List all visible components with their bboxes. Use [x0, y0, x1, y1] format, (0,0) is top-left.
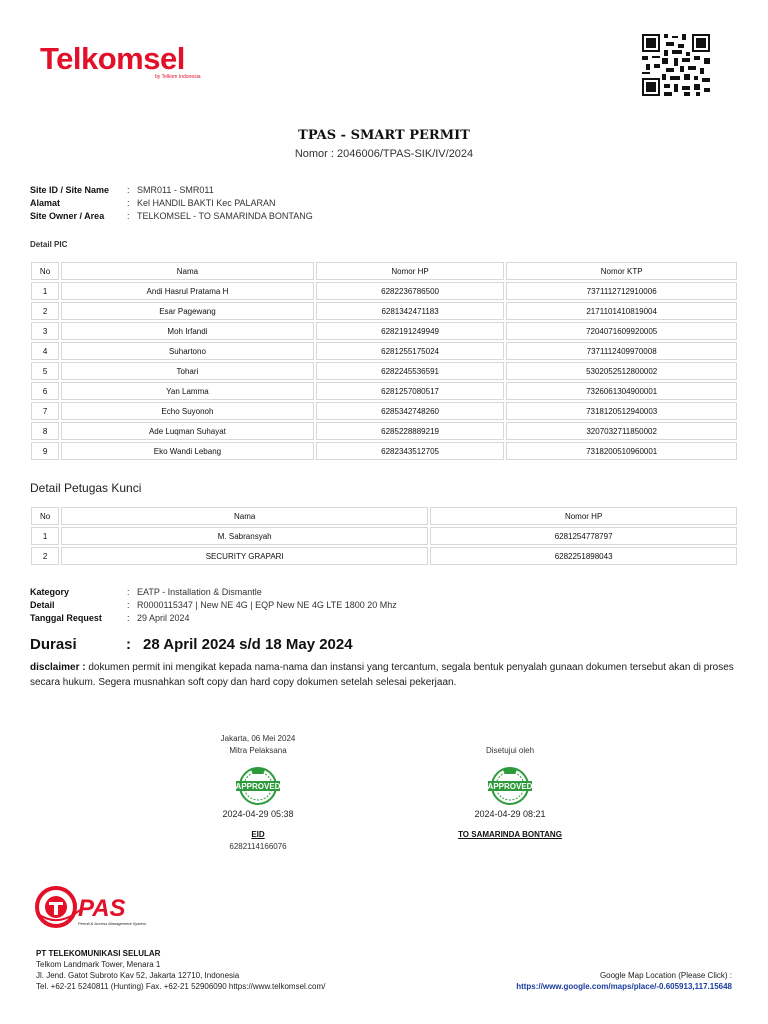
detail-value: R0000115347 | New NE 4G | EQP New NE 4G LTE 1800 20 Mhz [137, 600, 397, 610]
cell-no: 4 [31, 342, 59, 360]
cell-no: 2 [31, 302, 59, 320]
cell-no: 1 [31, 282, 59, 300]
site-owner-value: TELKOMSEL - TO SAMARINDA BONTANG [137, 211, 313, 221]
table-row [31, 382, 737, 400]
address-line: Telkom Landmark Tower, Menara 1 [36, 960, 161, 969]
cell-hp: 6281342471183 [316, 302, 505, 320]
site-owner-label: Site Owner / Area [30, 211, 105, 221]
table-row [31, 442, 737, 460]
cell-nama: Tohari [61, 362, 314, 380]
left-role: Mitra Pelaksana [229, 746, 287, 755]
cell-hp: 6285228889219 [316, 422, 505, 440]
cell-nama: SECURITY GRAPARI [61, 547, 428, 565]
tpas-logo-text: PAS [78, 895, 126, 922]
cell-no: 3 [31, 322, 59, 340]
disclaimer-label: disclaimer : [30, 662, 86, 673]
separator: : [127, 600, 130, 610]
cell-no: 9 [31, 442, 59, 460]
table-row [31, 422, 737, 440]
cell-no: 8 [31, 422, 59, 440]
tpas-logo-subtext: Permit & Access Management System [78, 921, 147, 926]
cell-ktp: 7318120512940003 [506, 402, 737, 420]
right-time: 2024-04-29 08:21 [474, 809, 546, 819]
column-header: Nomor KTP [506, 262, 737, 280]
kategory-label: Kategory [30, 587, 70, 597]
address-line: Jl. Jend. Gatot Subroto Kav 52, Jakarta 12710, Indonesia [36, 971, 240, 980]
alamat-value: Kel HANDIL BAKTI Kec PALARAN [137, 198, 276, 208]
durasi-separator: : [126, 636, 131, 653]
durasi-label: Durasi [30, 636, 77, 653]
left-phone: 6282114166076 [229, 842, 287, 851]
cell-hp: 6281257080517 [316, 382, 505, 400]
cell-nama: Echo Suyonoh [61, 402, 314, 420]
left-place-date: Jakarta, 06 Mei 2024 [220, 734, 296, 743]
cell-no: 5 [31, 362, 59, 380]
disclaimer [30, 660, 738, 690]
right-role: Disetujui oleh [485, 746, 535, 755]
cell-nama: Ade Luqman Suhayat [61, 422, 314, 440]
company-name: PT TELEKOMUNIKASI SELULAR [36, 949, 161, 958]
qr-code-icon [642, 34, 710, 96]
column-header: Nomor HP [316, 262, 505, 280]
cell-no: 1 [31, 527, 59, 545]
tpas-logo [34, 884, 160, 930]
alamat-row [30, 197, 530, 210]
cell-nama: M. Sabransyah [61, 527, 428, 545]
cell-hp: 6281254778797 [430, 527, 737, 545]
kategory-value: EATP - Installation & Dismantle [137, 587, 262, 597]
footer-address [36, 948, 325, 992]
cell-hp: 6282236786500 [316, 282, 505, 300]
cell-no: 2 [31, 547, 59, 565]
approved-stamp-icon [234, 766, 282, 806]
cell-hp: 6282343512705 [316, 442, 505, 460]
left-time: 2024-04-29 05:38 [222, 809, 294, 819]
cell-hp: 6282251898043 [430, 547, 737, 565]
cell-ktp: 7318200510960001 [506, 442, 737, 460]
cell-ktp: 3207032711850002 [506, 422, 737, 440]
separator: : [127, 613, 130, 623]
alamat-label: Alamat [30, 198, 61, 208]
separator: : [127, 587, 130, 597]
map-location [516, 970, 732, 992]
column-header: No [31, 507, 59, 525]
column-header: Nomor HP [430, 507, 737, 525]
pic-table [29, 260, 739, 462]
column-header: Nama [61, 507, 428, 525]
disclaimer-text: dokumen permit ini mengikat kepada nama-nama dan instansi yang tercantum, segala bentuk penyalah gunaan dokumen tersebut akan di proses secara hukum. Segera musnahkan soft copy dan hard copy dokumen setelah selesai pekerjaan. [30, 662, 734, 688]
tanggal-value: 29 April 2024 [137, 613, 190, 623]
detail-label: Detail [30, 600, 55, 610]
cell-no: 7 [31, 402, 59, 420]
cell-nama: Esar Pagewang [61, 302, 314, 320]
table-row [31, 362, 737, 380]
telkomsel-logo [40, 42, 201, 80]
kunci-heading: Detail Petugas Kunci [30, 481, 142, 495]
cell-ktp: 2171101410819004 [506, 302, 737, 320]
durasi-value: 28 April 2024 s/d 18 May 2024 [143, 636, 353, 653]
cell-hp: 6282191249949 [316, 322, 505, 340]
table-row [31, 527, 737, 545]
cell-ktp: 5302052512800002 [506, 362, 737, 380]
kunci-table [29, 505, 739, 567]
cell-ktp: 7371112712910006 [506, 282, 737, 300]
logo-subtext: by Telkom Indonesia [155, 74, 201, 80]
stamp-text: APPROVED [235, 782, 281, 791]
detail-row [30, 599, 530, 612]
tanggal-label: Tanggal Request [30, 613, 102, 623]
cell-no: 6 [31, 382, 59, 400]
table-row [31, 322, 737, 340]
table-row [31, 282, 737, 300]
logo-text: Telkomsel [40, 41, 185, 76]
table-row [31, 342, 737, 360]
column-header: No [31, 262, 59, 280]
separator: : [127, 185, 130, 195]
stamp-text: APPROVED [487, 782, 533, 791]
tanggal-row [30, 612, 530, 625]
google-map-link[interactable]: https://www.google.com/maps/place/-0.605913,117.15648 [516, 982, 732, 991]
cell-ktp: 7371112409970008 [506, 342, 737, 360]
separator: : [127, 211, 130, 221]
right-name: TO SAMARINDA BONTANG [458, 830, 562, 839]
document-title: TPAS - SMART PERMIT [298, 128, 470, 143]
left-name: EID [251, 830, 265, 839]
work-info [30, 586, 530, 626]
kunci-header-row [31, 507, 737, 525]
column-header: Nama [61, 262, 314, 280]
kategory-row [30, 586, 530, 599]
site-id-value: SMR011 - SMR011 [137, 185, 214, 195]
pic-header-row [31, 262, 737, 280]
cell-nama: Andi Hasrul Pratama H [61, 282, 314, 300]
separator: : [127, 198, 130, 208]
site-info [30, 184, 530, 224]
site-id-label: Site ID / Site Name [30, 185, 110, 195]
site-id-row [30, 184, 530, 197]
site-owner-row [30, 210, 530, 223]
cell-nama: Moh Irfandi [61, 322, 314, 340]
cell-hp: 6282245536591 [316, 362, 505, 380]
cell-nama: Suhartono [61, 342, 314, 360]
table-row [31, 302, 737, 320]
pic-heading: Detail PIC [30, 240, 68, 249]
cell-hp: 6281255175024 [316, 342, 505, 360]
cell-nama: Yan Lamma [61, 382, 314, 400]
cell-ktp: 7326061304900001 [506, 382, 737, 400]
contact-line: Tel. +62-21 5240811 (Hunting) Fax. +62-21 52906090 https://www.telkomsel.com/ [36, 982, 326, 991]
cell-nama: Eko Wandi Lebang [61, 442, 314, 460]
map-label: Google Map Location (Please Click) : [599, 971, 732, 980]
table-row [31, 547, 737, 565]
table-row [31, 402, 737, 420]
approved-stamp-icon [486, 766, 534, 806]
document-number: Nomor : 2046006/TPAS-SIK/IV/2024 [294, 148, 474, 160]
cell-hp: 6285342748260 [316, 402, 505, 420]
cell-ktp: 7204071609920005 [506, 322, 737, 340]
